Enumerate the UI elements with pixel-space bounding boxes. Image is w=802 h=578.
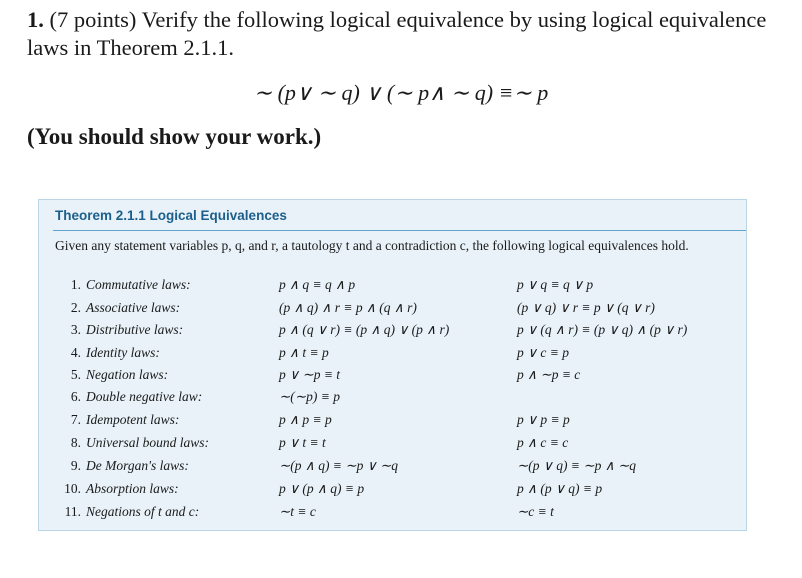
- problem-text: (7 points) Verify the following logical equivalence by using logical equivalence laws in Theorem 2.1.1.: [27, 7, 767, 60]
- target-formula: ∼ (p∨ ∼ q) ∨ (∼ p∧ ∼ q) ≡∼ p: [253, 80, 549, 105]
- law-formula-right: p ∨ c ≡ p: [517, 345, 569, 360]
- law-formula-left: p ∨ (p ∧ q) ≡ p: [279, 481, 365, 496]
- law-row: [39, 435, 748, 457]
- law-row: [39, 277, 748, 299]
- law-name: Identity laws:: [86, 345, 160, 360]
- law-name: Negation laws:: [86, 367, 169, 382]
- law-number: 2.: [70, 300, 81, 315]
- law-row: [39, 458, 748, 480]
- law-name: De Morgan's laws:: [86, 458, 189, 473]
- law-row: [39, 504, 748, 526]
- law-formula-left: ∼t ≡ c: [279, 504, 316, 519]
- law-formula-right: ∼c ≡ t: [517, 504, 554, 519]
- law-row: [39, 412, 748, 434]
- law-name: Commutative laws:: [86, 277, 191, 292]
- show-work-note: (You should show your work.): [27, 124, 322, 149]
- law-number: 5.: [70, 367, 81, 382]
- law-row: [39, 322, 748, 344]
- theorem-box: [38, 199, 747, 531]
- law-formula-right: p ∧ ∼p ≡ c: [517, 367, 581, 382]
- law-number: 7.: [70, 412, 81, 427]
- law-formula-right: p ∨ p ≡ p: [517, 412, 570, 427]
- law-name: Absorption laws:: [86, 481, 179, 496]
- law-formula-left: p ∨ t ≡ t: [279, 435, 326, 450]
- law-formula-left: p ∧ q ≡ q ∧ p: [279, 277, 356, 292]
- law-formula-right: p ∨ (q ∧ r) ≡ (p ∨ q) ∧ (p ∨ r): [517, 322, 688, 337]
- law-formula-right: p ∧ (p ∨ q) ≡ p: [517, 481, 603, 496]
- law-number: 1.: [70, 277, 81, 292]
- law-number: 10.: [64, 481, 81, 496]
- law-row: [39, 389, 748, 411]
- law-formula-right: p ∨ q ≡ q ∨ p: [517, 277, 594, 292]
- law-number: 11.: [64, 504, 81, 519]
- theorem-title: Theorem 2.1.1 Logical Equivalences: [55, 208, 287, 223]
- law-number: 8.: [70, 435, 81, 450]
- law-formula-left: p ∧ t ≡ p: [279, 345, 329, 360]
- law-name: Double negative law:: [86, 389, 203, 404]
- law-formula-right: (p ∨ q) ∨ r ≡ p ∨ (q ∨ r): [517, 300, 655, 315]
- law-row: [39, 300, 748, 322]
- law-row: [39, 367, 748, 389]
- law-name: Negations of t and c:: [86, 504, 200, 519]
- law-name: Associative laws:: [86, 300, 181, 315]
- law-formula-left: (p ∧ q) ∧ r ≡ p ∧ (q ∧ r): [279, 300, 417, 315]
- law-formula-left: p ∧ (q ∨ r) ≡ (p ∧ q) ∨ (p ∧ r): [279, 322, 450, 337]
- law-formula-left: ∼(∼p) ≡ p: [279, 389, 340, 404]
- law-formula-left: ∼(p ∧ q) ≡ ∼p ∨ ∼q: [279, 458, 399, 473]
- law-name: Universal bound laws:: [86, 435, 209, 450]
- law-formula-left: p ∧ p ≡ p: [279, 412, 332, 427]
- law-formula-right: p ∧ c ≡ c: [517, 435, 569, 450]
- law-row: [39, 481, 748, 503]
- law-number: 6.: [70, 389, 81, 404]
- law-number: 9.: [70, 458, 81, 473]
- problem-statement: [27, 6, 787, 62]
- title-divider: [53, 230, 746, 231]
- law-name: Distributive laws:: [86, 322, 184, 337]
- problem-number: 1.: [27, 7, 44, 32]
- law-formula-left: p ∨ ∼p ≡ t: [279, 367, 341, 382]
- law-number: 4.: [70, 345, 81, 360]
- law-number: 3.: [70, 322, 81, 337]
- theorem-intro: Given any statement variables p, q, and r, a tautology t and a contradiction c, the following logical equivalences hold.: [55, 238, 689, 253]
- law-name: Idempotent laws:: [86, 412, 180, 427]
- law-row: [39, 345, 748, 367]
- law-formula-right: ∼(p ∨ q) ≡ ∼p ∧ ∼q: [517, 458, 637, 473]
